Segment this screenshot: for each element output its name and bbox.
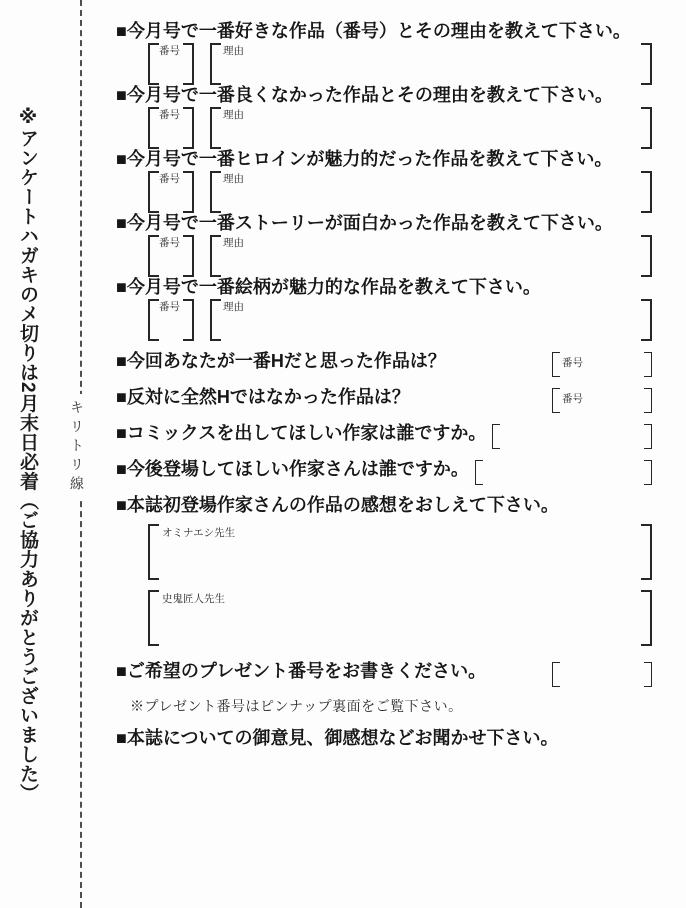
question-comics-author <box>116 423 652 449</box>
reason-answer-box <box>210 235 652 277</box>
number-field-label: 番号 <box>159 237 180 249</box>
text-answer-box <box>492 424 652 449</box>
question-most-h <box>116 351 652 377</box>
number-answer-box <box>148 43 194 85</box>
question-worst-work <box>116 85 652 149</box>
question-text: ■今月号で一番絵柄が魅力的な作品を教えて下さい。 <box>116 277 541 297</box>
number-answer-box <box>148 107 194 149</box>
number-field-label: 番号 <box>562 393 583 405</box>
reason-field-label: 理由 <box>223 45 244 57</box>
question-text: ■ご希望のプレゼント番号をお書きください。 <box>116 661 487 681</box>
reason-answer-box <box>210 43 652 85</box>
question-best-story <box>116 213 652 277</box>
number-answer-box <box>552 388 652 413</box>
question-text: ■本誌初登場作家さんの作品の感想をおしえて下さい。 <box>116 495 559 515</box>
author-name-label: オミナエシ先生 <box>162 527 236 539</box>
number-answer-box <box>148 235 194 277</box>
question-best-art <box>116 277 652 341</box>
question-general-feedback <box>116 728 652 749</box>
question-favorite-work <box>116 21 652 85</box>
cut-line-label: キリトリ線 <box>66 394 88 501</box>
reason-answer-box <box>210 299 652 341</box>
answer-row <box>148 235 652 277</box>
reason-answer-box <box>210 171 652 213</box>
question-text: ■反対に全然Hではなかった作品は？ <box>116 387 410 407</box>
survey-form <box>116 21 652 749</box>
answer-row <box>148 299 652 341</box>
author-feedback-box <box>148 524 652 580</box>
question-future-author <box>116 459 652 485</box>
question-least-h <box>116 387 652 413</box>
answer-row <box>148 171 652 213</box>
question-text: ■今月号で一番ヒロインが魅力的だった作品を教えて下さい。 <box>116 149 613 169</box>
reason-field-label: 理由 <box>223 173 244 185</box>
question-text: ■今月号で一番ストーリーが面白かった作品を教えて下さい。 <box>116 213 613 233</box>
question-debut-authors <box>116 495 652 516</box>
answer-row <box>148 107 652 149</box>
answer-row <box>148 43 652 85</box>
prize-number-answer-box <box>552 662 652 687</box>
question-text: ■今月号で一番良くなかった作品とその理由を教えて下さい。 <box>116 85 613 105</box>
question-text: ■本誌についての御意見、御感想などお聞かせ下さい。 <box>116 728 559 748</box>
number-field-label: 番号 <box>159 301 180 313</box>
question-text: ■コミックスを出してほしい作家は誰ですか。 <box>116 423 487 443</box>
number-field-label: 番号 <box>159 173 180 185</box>
number-field-label: 番号 <box>159 45 180 57</box>
reason-field-label: 理由 <box>223 237 244 249</box>
author-feedback-box <box>148 590 652 646</box>
question-prize-number <box>116 661 652 687</box>
number-answer-box <box>148 171 194 213</box>
text-answer-box <box>475 460 652 485</box>
number-field-label: 番号 <box>562 357 583 369</box>
reason-answer-box <box>210 107 652 149</box>
deadline-note: ※アンケートハガキのメ切りは2月末日必着（ご協力ありがとうございました） <box>17 106 38 803</box>
reason-field-label: 理由 <box>223 109 244 121</box>
question-text: ■今後登場してほしい作家さんは誰ですか。 <box>116 459 469 479</box>
number-field-label: 番号 <box>159 109 180 121</box>
reason-field-label: 理由 <box>223 301 244 313</box>
question-text: ■今月号で一番好きな作品（番号）とその理由を教えて下さい。 <box>116 21 631 41</box>
number-answer-box <box>148 299 194 341</box>
question-best-heroine <box>116 149 652 213</box>
prize-note: ※プレゼント番号はピンナップ裏面をご覧下さい。 <box>130 700 463 715</box>
author-name-label: 史鬼匠人先生 <box>162 593 225 605</box>
question-text: ■今回あなたが一番Hだと思った作品は？ <box>116 351 446 371</box>
number-answer-box <box>552 352 652 377</box>
